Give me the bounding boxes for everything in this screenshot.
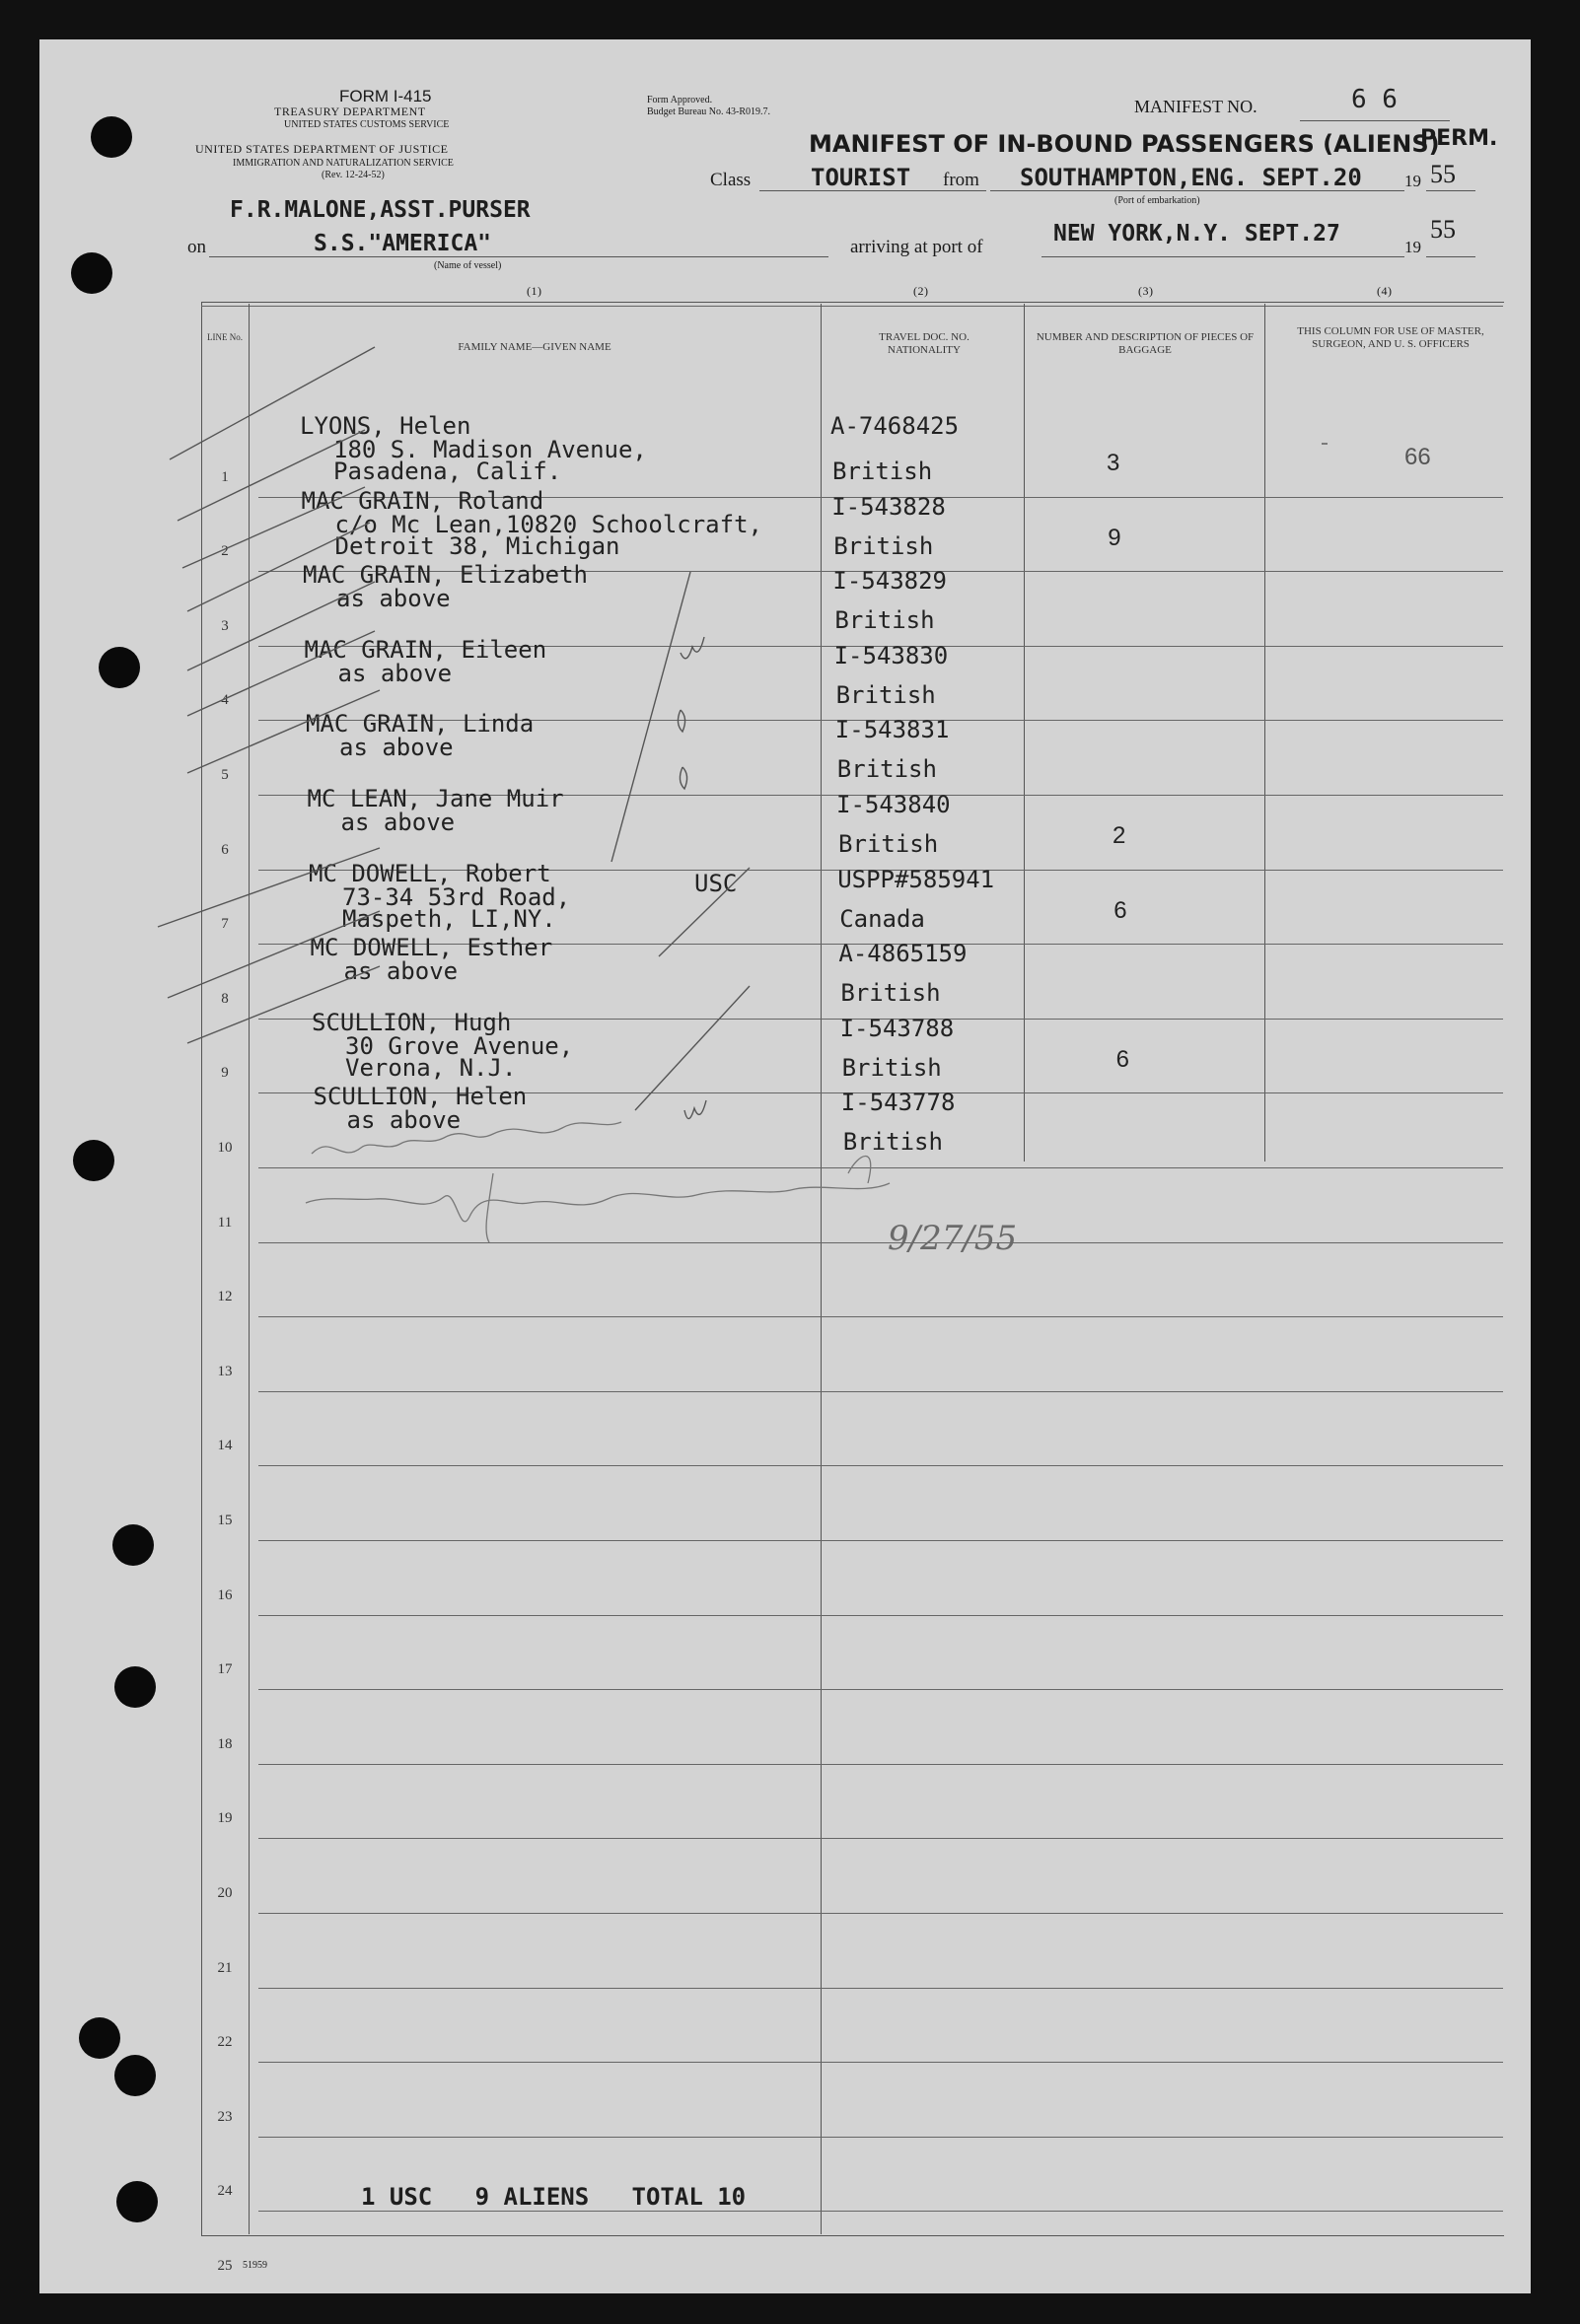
nationality: British (838, 830, 939, 858)
line-number: 20 (217, 1885, 233, 1901)
from-value: SOUTHAMPTON,ENG. SEPT.20 (1020, 164, 1362, 191)
passenger-name: MAC GRAIN, Roland (301, 486, 544, 515)
port-embarkation-caption: (Port of embarkation) (1114, 195, 1200, 206)
class-value: TOURIST (811, 164, 911, 191)
passenger-address-1: as above (337, 659, 453, 687)
passenger-address-1: 30 Grove Avenue, (345, 1031, 574, 1060)
line-number: 9 (221, 1065, 229, 1082)
treasury-dept: TREASURY DEPARTMENT (274, 105, 426, 118)
col-num-1: (1) (527, 284, 542, 298)
passenger-name: LYONS, Helen (300, 412, 471, 440)
justice-dept: UNITED STATES DEPARTMENT OF JUSTICE (195, 142, 449, 156)
year-prefix-2: 19 (1404, 238, 1421, 256)
line-number: 18 (217, 1735, 233, 1752)
row-divider (258, 1838, 1503, 1839)
manifest-no-label: MANIFEST NO. (1134, 97, 1257, 116)
budget-bureau: Budget Bureau No. 43-R019.7. (647, 106, 770, 117)
row-divider (258, 1465, 1503, 1466)
passenger-address-1: as above (346, 1106, 462, 1135)
travel-doc-no: I-543788 (839, 1014, 955, 1042)
year-value-2: 55 (1430, 215, 1456, 244)
passenger-address-1: c/o Mc Lean,10820 Schoolcraft, (334, 510, 762, 538)
revision: (Rev. 12-24-52) (322, 170, 385, 180)
totals-line: 1 USC 9 ALIENS TOTAL 10 (361, 2183, 747, 2211)
line-number: 4 (221, 692, 229, 709)
header-line-no: LINE No. (207, 332, 243, 342)
officer-use-mark: 66 (1404, 444, 1431, 470)
header-travel-doc: TRAVEL DOC. NO. NATIONALITY (879, 331, 970, 356)
row-divider (258, 1316, 1503, 1317)
line-number: 17 (217, 1661, 233, 1678)
line-number: 1 (221, 468, 229, 485)
binder-hole (79, 2017, 120, 2059)
baggage-count: 9 (1108, 524, 1121, 551)
nationality: Canada (839, 904, 925, 933)
nationality: British (840, 979, 941, 1008)
manifest-no-value: 6 6 (1351, 85, 1398, 114)
binder-hole (99, 647, 140, 688)
binder-hole (91, 116, 132, 158)
nationality: British (842, 1128, 943, 1157)
passenger-address-2: Maspeth, LI,NY. (342, 904, 556, 933)
vessel-name: S.S."AMERICA" (314, 231, 492, 256)
binder-hole (112, 1524, 154, 1566)
passenger-address-2: Verona, N.J. (345, 1053, 517, 1082)
travel-doc-no: I-543831 (834, 716, 950, 744)
from-label: from (943, 170, 979, 190)
passenger-name: MC LEAN, Jane Muir (307, 785, 564, 812)
line-number: 10 (217, 1140, 233, 1156)
usc-mark: USC (694, 869, 738, 897)
passenger-name: SCULLION, Helen (313, 1083, 528, 1111)
binder-hole (114, 1666, 156, 1708)
col-num-4: (4) (1377, 284, 1393, 298)
travel-doc-no: I-543828 (831, 492, 946, 521)
footer-code: 51959 (243, 2260, 267, 2271)
travel-doc-no: I-543840 (836, 791, 951, 818)
passenger-address-2: Pasadena, Calif. (333, 458, 562, 485)
passenger-name: MAC GRAIN, Linda (306, 710, 535, 739)
line-number: 13 (217, 1363, 233, 1379)
form-number: FORM I-415 (339, 87, 432, 106)
customs-service: UNITED STATES CUSTOMS SERVICE (284, 119, 450, 130)
arriving-value: NEW YORK,N.Y. SEPT.27 (1053, 221, 1340, 246)
line-number: 24 (217, 2183, 233, 2200)
binder-hole (73, 1140, 114, 1181)
passenger-address-2: Detroit 38, Michigan (334, 531, 620, 560)
arriving-label: arriving at port of (850, 237, 983, 257)
col-num-3: (3) (1138, 284, 1154, 298)
row-divider (258, 2137, 1503, 2138)
row-divider (258, 1913, 1503, 1914)
nationality: British (835, 680, 936, 709)
baggage-count: 2 (1113, 822, 1126, 849)
binder-hole (71, 252, 112, 294)
nationality: British (834, 606, 935, 635)
row-divider (258, 2062, 1503, 2063)
baggage-count: 6 (1113, 896, 1127, 924)
line-number: 15 (217, 1513, 233, 1528)
row-divider (258, 1615, 1503, 1616)
baggage-count: 3 (1107, 450, 1120, 476)
row-divider (258, 1689, 1503, 1690)
binder-hole (114, 2055, 156, 2096)
row-divider (258, 1167, 1503, 1168)
class-label: Class (710, 170, 752, 190)
col-num-2: (2) (913, 284, 929, 298)
year-prefix-1: 19 (1404, 172, 1421, 190)
travel-doc-no: I-543829 (832, 567, 947, 596)
line-number: 25 (217, 2258, 233, 2274)
manifest-form (39, 39, 1531, 2293)
passenger-name: MC DOWELL, Esther (310, 934, 553, 962)
line-number: 19 (217, 1810, 233, 1827)
line-number: 5 (221, 767, 229, 783)
row-divider (258, 1540, 1503, 1541)
travel-doc-no: I-543778 (840, 1089, 956, 1117)
line-number: 8 (221, 990, 229, 1007)
travel-doc-no: A-7468425 (830, 412, 960, 440)
row-divider (258, 1242, 1503, 1243)
passenger-name: SCULLION, Hugh (312, 1008, 512, 1036)
page-title: MANIFEST OF IN-BOUND PASSENGERS (ALIENS) (809, 130, 1440, 158)
line-number: 23 (217, 2108, 233, 2125)
line-number: 2 (221, 543, 229, 560)
travel-doc-no: USPP#585941 (837, 865, 995, 893)
line-number: 14 (217, 1438, 233, 1454)
passenger-name: MAC GRAIN, Elizabeth (303, 561, 588, 590)
nationality: British (841, 1053, 942, 1082)
line-number: 3 (221, 617, 229, 634)
line-number: 6 (221, 841, 229, 858)
row-divider (258, 1764, 1503, 1765)
passenger-address-1: 73-34 53rd Road, (342, 882, 571, 911)
nationality: British (833, 531, 934, 560)
vessel-caption: (Name of vessel) (434, 260, 502, 271)
travel-doc-no: A-4865159 (838, 940, 968, 968)
header-name: FAMILY NAME—GIVEN NAME (458, 341, 611, 353)
travel-doc-no: I-543830 (833, 641, 949, 669)
year-value-1: 55 (1430, 160, 1456, 188)
line-number: 22 (217, 2034, 233, 2051)
passenger-name: MAC GRAIN, Eileen (304, 635, 547, 664)
header-baggage: NUMBER AND DESCRIPTION OF PIECES OF BAGGAGE (1036, 331, 1255, 356)
passenger-address-1: as above (339, 734, 454, 762)
line-number: 7 (221, 916, 229, 933)
passenger-name: MC DOWELL, Robert (309, 859, 551, 887)
line-number: 21 (217, 1959, 233, 1976)
passenger-address-1: as above (336, 585, 451, 613)
line-number: 11 (217, 1214, 233, 1231)
nationality: British (836, 755, 937, 784)
row-divider (258, 1988, 1503, 1989)
passenger-address-1: as above (340, 809, 456, 836)
header-officer-use: THIS COLUMN FOR USE OF MASTER, SURGEON, AND U. S. OFFICERS (1297, 325, 1484, 350)
on-label: on (187, 237, 206, 257)
nationality: British (832, 458, 933, 485)
ins-service: IMMIGRATION AND NATURALIZATION SERVICE (233, 158, 454, 169)
line-number: 12 (217, 1289, 233, 1305)
row-divider (258, 1391, 1503, 1392)
binder-hole (116, 2181, 158, 2222)
passenger-address-1: 180 S. Madison Avenue, (333, 436, 647, 463)
signature-date: 9/27/55 (888, 1219, 1018, 1258)
perm-mark: PERM. (1420, 126, 1498, 151)
officer-name: F.R.MALONE,ASST.PURSER (230, 197, 531, 223)
baggage-count: 6 (1115, 1045, 1129, 1073)
form-approved: Form Approved. (647, 95, 713, 106)
line-number: 16 (217, 1586, 233, 1603)
row-divider (258, 2211, 1503, 2212)
passenger-address-1: as above (343, 957, 459, 986)
